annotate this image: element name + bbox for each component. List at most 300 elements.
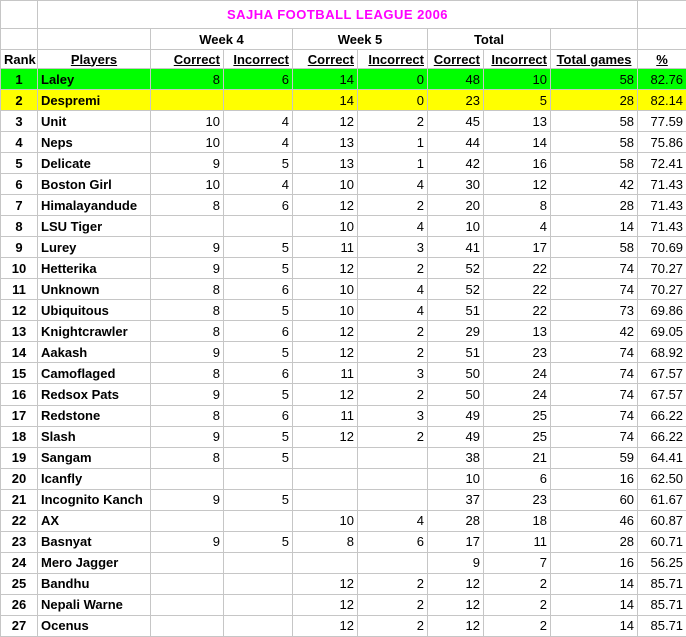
cell-total-incorrect: 22: [484, 300, 551, 321]
cell-total-incorrect: 22: [484, 258, 551, 279]
cell-week5-incorrect: 4: [358, 279, 428, 300]
group-header-week4: Week 4: [151, 29, 293, 50]
cell-percent: 60.71: [638, 531, 686, 552]
table-row: [1, 615, 686, 636]
cell-week4-correct: 9: [151, 237, 224, 258]
table-row: [1, 279, 686, 300]
page-title: SAJHA FOOTBALL LEAGUE 2006: [38, 1, 638, 29]
cell-total-incorrect: 18: [484, 510, 551, 531]
cell-week4-incorrect: 6: [224, 279, 293, 300]
table-row: [1, 258, 686, 279]
cell-total-correct: 23: [428, 90, 484, 111]
cell-total-incorrect: 24: [484, 363, 551, 384]
cell-week4-correct: 10: [151, 174, 224, 195]
table-row: [1, 195, 686, 216]
cell-percent: 85.71: [638, 615, 686, 636]
table-row: [1, 531, 686, 552]
cell-week4-incorrect: [224, 615, 293, 636]
cell-percent: 60.87: [638, 510, 686, 531]
column-header-players: Players: [38, 50, 151, 69]
cell-week5-incorrect: 6: [358, 531, 428, 552]
cell-week5-incorrect: 0: [358, 69, 428, 90]
cell-total-correct: 28: [428, 510, 484, 531]
cell-week5-correct: 10: [293, 510, 358, 531]
cell-percent: 70.69: [638, 237, 686, 258]
cell-week5-correct: 11: [293, 237, 358, 258]
cell-week5-incorrect: 3: [358, 405, 428, 426]
cell-player-name: AX: [38, 510, 151, 531]
cell-week4-incorrect: 5: [224, 300, 293, 321]
cell-week5-incorrect: 3: [358, 237, 428, 258]
cell-player-name: Ocenus: [38, 615, 151, 636]
cell-rank: 20: [1, 468, 38, 489]
cell-week5-correct: [293, 447, 358, 468]
table-row: [1, 426, 686, 447]
cell-percent: 56.25: [638, 552, 686, 573]
cell-total-incorrect: 6: [484, 468, 551, 489]
cell-player-name: Neps: [38, 132, 151, 153]
cell-week5-correct: 12: [293, 384, 358, 405]
cell-total-games: 28: [551, 531, 638, 552]
cell-rank: 18: [1, 426, 38, 447]
cell-percent: 85.71: [638, 594, 686, 615]
cell-player-name: Nepali Warne: [38, 594, 151, 615]
cell-week4-incorrect: [224, 468, 293, 489]
cell-week4-correct: [151, 615, 224, 636]
cell-rank: 22: [1, 510, 38, 531]
cell-rank: 14: [1, 342, 38, 363]
cell-week5-incorrect: 4: [358, 510, 428, 531]
cell-rank: 19: [1, 447, 38, 468]
table-row: [1, 174, 686, 195]
cell-player-name: LSU Tiger: [38, 216, 151, 237]
cell-week5-incorrect: 2: [358, 111, 428, 132]
cell-rank: 21: [1, 489, 38, 510]
cell-week5-incorrect: 3: [358, 363, 428, 384]
cell-week5-correct: 13: [293, 153, 358, 174]
cell-rank: 3: [1, 111, 38, 132]
column-header-percent: %: [638, 50, 686, 69]
cell-percent: 71.43: [638, 174, 686, 195]
empty-corner-cell: [1, 1, 38, 29]
cell-total-incorrect: 10: [484, 69, 551, 90]
cell-week5-incorrect: 2: [358, 195, 428, 216]
cell-total-games: 74: [551, 279, 638, 300]
cell-percent: 75.86: [638, 132, 686, 153]
cell-total-correct: 37: [428, 489, 484, 510]
cell-percent: 66.22: [638, 426, 686, 447]
cell-week5-correct: 10: [293, 300, 358, 321]
column-header-week4-correct: Correct: [151, 50, 224, 69]
cell-week4-correct: 9: [151, 426, 224, 447]
table-row: [1, 69, 686, 90]
cell-total-games: 74: [551, 258, 638, 279]
cell-week5-correct: 12: [293, 615, 358, 636]
cell-player-name: Redsox Pats: [38, 384, 151, 405]
table-row: [1, 153, 686, 174]
cell-week5-correct: 12: [293, 342, 358, 363]
cell-total-correct: 50: [428, 384, 484, 405]
empty-cell: [551, 29, 638, 50]
cell-total-games: 73: [551, 300, 638, 321]
table-row: [1, 573, 686, 594]
cell-week5-correct: 11: [293, 405, 358, 426]
cell-week5-correct: 12: [293, 573, 358, 594]
cell-week5-incorrect: 2: [358, 573, 428, 594]
cell-week5-correct: 12: [293, 426, 358, 447]
cell-week5-incorrect: 2: [358, 321, 428, 342]
cell-percent: 85.71: [638, 573, 686, 594]
cell-total-games: 58: [551, 237, 638, 258]
cell-week4-incorrect: 5: [224, 426, 293, 447]
cell-week5-correct: 12: [293, 195, 358, 216]
cell-total-games: 14: [551, 594, 638, 615]
cell-rank: 1: [1, 69, 38, 90]
table-row: [1, 363, 686, 384]
cell-week5-correct: 12: [293, 594, 358, 615]
cell-total-incorrect: 25: [484, 426, 551, 447]
cell-total-incorrect: 11: [484, 531, 551, 552]
table-row: [1, 510, 686, 531]
cell-week4-correct: 8: [151, 279, 224, 300]
cell-percent: 82.14: [638, 90, 686, 111]
cell-total-games: 14: [551, 216, 638, 237]
cell-week4-correct: [151, 552, 224, 573]
group-header-row: [1, 29, 686, 50]
cell-total-correct: 42: [428, 153, 484, 174]
cell-player-name: Icanfly: [38, 468, 151, 489]
cell-week5-correct: 12: [293, 258, 358, 279]
cell-rank: 2: [1, 90, 38, 111]
column-header-row: [1, 50, 686, 69]
title-row: [1, 1, 686, 29]
cell-percent: 69.86: [638, 300, 686, 321]
table-row: [1, 594, 686, 615]
cell-percent: 68.92: [638, 342, 686, 363]
cell-week5-incorrect: 2: [358, 258, 428, 279]
cell-week4-incorrect: 6: [224, 405, 293, 426]
cell-week5-incorrect: [358, 552, 428, 573]
cell-total-correct: 12: [428, 615, 484, 636]
table-row: [1, 552, 686, 573]
cell-week4-correct: 8: [151, 195, 224, 216]
cell-week5-correct: 11: [293, 363, 358, 384]
cell-week5-incorrect: [358, 447, 428, 468]
cell-player-name: Boston Girl: [38, 174, 151, 195]
cell-percent: 67.57: [638, 384, 686, 405]
cell-week4-correct: 10: [151, 111, 224, 132]
cell-week4-incorrect: 4: [224, 111, 293, 132]
cell-total-correct: 41: [428, 237, 484, 258]
cell-total-incorrect: 5: [484, 90, 551, 111]
table-body: [1, 69, 686, 637]
group-header-week5: Week 5: [293, 29, 428, 50]
cell-week5-correct: 10: [293, 279, 358, 300]
cell-week5-incorrect: 4: [358, 174, 428, 195]
cell-total-incorrect: 17: [484, 237, 551, 258]
cell-total-games: 60: [551, 489, 638, 510]
cell-week4-correct: 8: [151, 300, 224, 321]
cell-rank: 6: [1, 174, 38, 195]
table-row: [1, 132, 686, 153]
cell-player-name: Laley: [38, 69, 151, 90]
cell-player-name: Redstone: [38, 405, 151, 426]
cell-percent: 62.50: [638, 468, 686, 489]
cell-total-games: 28: [551, 195, 638, 216]
cell-week4-incorrect: 5: [224, 237, 293, 258]
cell-player-name: Camoflaged: [38, 363, 151, 384]
cell-week4-incorrect: 6: [224, 69, 293, 90]
cell-player-name: Sangam: [38, 447, 151, 468]
cell-percent: 70.27: [638, 258, 686, 279]
column-header-week5-incorrect: Incorrect: [358, 50, 428, 69]
cell-player-name: Slash: [38, 426, 151, 447]
cell-week4-correct: [151, 468, 224, 489]
cell-week4-incorrect: [224, 594, 293, 615]
cell-rank: 25: [1, 573, 38, 594]
cell-total-games: 58: [551, 153, 638, 174]
cell-week4-correct: 9: [151, 531, 224, 552]
cell-week5-incorrect: [358, 489, 428, 510]
cell-week4-incorrect: 5: [224, 531, 293, 552]
cell-week4-incorrect: 5: [224, 153, 293, 174]
cell-percent: 70.27: [638, 279, 686, 300]
cell-rank: 11: [1, 279, 38, 300]
cell-total-incorrect: 2: [484, 594, 551, 615]
cell-player-name: Incognito Kanch: [38, 489, 151, 510]
cell-rank: 12: [1, 300, 38, 321]
cell-total-correct: 10: [428, 216, 484, 237]
cell-week5-incorrect: [358, 468, 428, 489]
cell-total-incorrect: 25: [484, 405, 551, 426]
cell-total-incorrect: 7: [484, 552, 551, 573]
table-row: [1, 300, 686, 321]
cell-week4-correct: [151, 510, 224, 531]
empty-cell: [38, 29, 151, 50]
cell-week5-correct: 10: [293, 216, 358, 237]
cell-player-name: Hetterika: [38, 258, 151, 279]
column-header-total-games: Total games: [551, 50, 638, 69]
cell-rank: 4: [1, 132, 38, 153]
cell-player-name: Knightcrawler: [38, 321, 151, 342]
cell-total-incorrect: 8: [484, 195, 551, 216]
cell-week4-correct: 9: [151, 384, 224, 405]
cell-total-incorrect: 13: [484, 111, 551, 132]
cell-percent: 82.76: [638, 69, 686, 90]
cell-week4-correct: 9: [151, 489, 224, 510]
cell-week4-incorrect: 5: [224, 447, 293, 468]
cell-week5-incorrect: 1: [358, 132, 428, 153]
cell-total-correct: 52: [428, 258, 484, 279]
cell-total-incorrect: 2: [484, 615, 551, 636]
cell-week5-incorrect: 2: [358, 426, 428, 447]
cell-week5-correct: 13: [293, 132, 358, 153]
cell-rank: 23: [1, 531, 38, 552]
cell-week4-incorrect: [224, 573, 293, 594]
cell-week4-correct: [151, 573, 224, 594]
cell-total-correct: 51: [428, 342, 484, 363]
column-header-rank: Rank: [1, 50, 38, 69]
cell-total-correct: 30: [428, 174, 484, 195]
cell-total-incorrect: 23: [484, 342, 551, 363]
cell-week5-incorrect: 4: [358, 300, 428, 321]
cell-total-incorrect: 4: [484, 216, 551, 237]
cell-total-games: 28: [551, 90, 638, 111]
cell-player-name: Mero Jagger: [38, 552, 151, 573]
cell-week5-incorrect: 2: [358, 594, 428, 615]
table-row: [1, 489, 686, 510]
cell-week4-incorrect: 6: [224, 195, 293, 216]
cell-week4-incorrect: [224, 552, 293, 573]
cell-week4-correct: 8: [151, 321, 224, 342]
cell-player-name: Aakash: [38, 342, 151, 363]
cell-percent: 69.05: [638, 321, 686, 342]
cell-total-games: 42: [551, 174, 638, 195]
cell-total-games: 74: [551, 384, 638, 405]
table-row: [1, 468, 686, 489]
cell-week5-correct: [293, 468, 358, 489]
cell-week4-incorrect: [224, 90, 293, 111]
cell-total-games: 16: [551, 552, 638, 573]
cell-week5-incorrect: 2: [358, 384, 428, 405]
cell-total-games: 74: [551, 342, 638, 363]
cell-rank: 15: [1, 363, 38, 384]
table-row: [1, 216, 686, 237]
cell-percent: 64.41: [638, 447, 686, 468]
cell-week4-correct: 10: [151, 132, 224, 153]
cell-total-incorrect: 21: [484, 447, 551, 468]
table-row: [1, 111, 686, 132]
cell-total-correct: 48: [428, 69, 484, 90]
cell-total-correct: 44: [428, 132, 484, 153]
cell-total-games: 74: [551, 426, 638, 447]
cell-week4-correct: [151, 90, 224, 111]
cell-week5-incorrect: 1: [358, 153, 428, 174]
cell-week4-incorrect: 4: [224, 132, 293, 153]
cell-percent: 72.41: [638, 153, 686, 174]
cell-week5-incorrect: 4: [358, 216, 428, 237]
column-header-total-correct: Correct: [428, 50, 484, 69]
cell-total-incorrect: 24: [484, 384, 551, 405]
cell-percent: 66.22: [638, 405, 686, 426]
cell-total-correct: 10: [428, 468, 484, 489]
empty-cell: [638, 1, 686, 29]
cell-rank: 9: [1, 237, 38, 258]
column-header-week5-correct: Correct: [293, 50, 358, 69]
cell-week4-correct: 9: [151, 153, 224, 174]
cell-week4-incorrect: [224, 216, 293, 237]
cell-total-correct: 12: [428, 573, 484, 594]
cell-week4-incorrect: 5: [224, 342, 293, 363]
cell-total-correct: 17: [428, 531, 484, 552]
cell-rank: 5: [1, 153, 38, 174]
cell-total-correct: 9: [428, 552, 484, 573]
empty-cell: [638, 29, 686, 50]
cell-week5-incorrect: 2: [358, 342, 428, 363]
cell-week5-correct: 8: [293, 531, 358, 552]
cell-total-correct: 49: [428, 426, 484, 447]
table-row: [1, 342, 686, 363]
cell-rank: 8: [1, 216, 38, 237]
cell-week5-correct: 12: [293, 111, 358, 132]
cell-player-name: Unit: [38, 111, 151, 132]
cell-total-incorrect: 2: [484, 573, 551, 594]
cell-total-incorrect: 22: [484, 279, 551, 300]
cell-rank: 7: [1, 195, 38, 216]
column-header-total-incorrect: Incorrect: [484, 50, 551, 69]
table-row: [1, 384, 686, 405]
table-row: [1, 90, 686, 111]
cell-rank: 17: [1, 405, 38, 426]
cell-total-correct: 50: [428, 363, 484, 384]
cell-week5-correct: 12: [293, 321, 358, 342]
cell-total-incorrect: 13: [484, 321, 551, 342]
cell-percent: 71.43: [638, 195, 686, 216]
cell-week4-incorrect: 5: [224, 258, 293, 279]
cell-rank: 27: [1, 615, 38, 636]
cell-rank: 26: [1, 594, 38, 615]
cell-percent: 71.43: [638, 216, 686, 237]
cell-total-correct: 20: [428, 195, 484, 216]
cell-player-name: Despremi: [38, 90, 151, 111]
cell-week4-incorrect: 4: [224, 174, 293, 195]
table-row: [1, 321, 686, 342]
cell-total-games: 74: [551, 363, 638, 384]
cell-total-incorrect: 14: [484, 132, 551, 153]
cell-week5-incorrect: 2: [358, 615, 428, 636]
cell-percent: 61.67: [638, 489, 686, 510]
cell-total-games: 46: [551, 510, 638, 531]
table-row: [1, 447, 686, 468]
cell-total-correct: 49: [428, 405, 484, 426]
cell-total-games: 42: [551, 321, 638, 342]
cell-week4-incorrect: 6: [224, 363, 293, 384]
cell-week5-correct: [293, 489, 358, 510]
cell-week4-incorrect: [224, 510, 293, 531]
cell-rank: 16: [1, 384, 38, 405]
cell-week4-incorrect: 5: [224, 489, 293, 510]
cell-player-name: Himalayandude: [38, 195, 151, 216]
cell-rank: 13: [1, 321, 38, 342]
cell-total-correct: 29: [428, 321, 484, 342]
cell-percent: 77.59: [638, 111, 686, 132]
cell-total-games: 14: [551, 615, 638, 636]
cell-player-name: Lurey: [38, 237, 151, 258]
cell-total-correct: 12: [428, 594, 484, 615]
cell-total-correct: 38: [428, 447, 484, 468]
cell-week4-correct: 8: [151, 363, 224, 384]
cell-week4-incorrect: 6: [224, 321, 293, 342]
cell-week4-correct: [151, 216, 224, 237]
cell-week4-correct: 8: [151, 69, 224, 90]
cell-week5-correct: [293, 552, 358, 573]
cell-rank: 24: [1, 552, 38, 573]
cell-total-incorrect: 16: [484, 153, 551, 174]
cell-week4-correct: 8: [151, 405, 224, 426]
cell-total-games: 74: [551, 405, 638, 426]
cell-total-games: 58: [551, 132, 638, 153]
cell-total-incorrect: 23: [484, 489, 551, 510]
empty-cell: [1, 29, 38, 50]
cell-player-name: Basnyat: [38, 531, 151, 552]
cell-rank: 10: [1, 258, 38, 279]
group-header-total: Total: [428, 29, 551, 50]
cell-week5-incorrect: 0: [358, 90, 428, 111]
cell-week4-correct: 9: [151, 342, 224, 363]
cell-total-correct: 51: [428, 300, 484, 321]
cell-player-name: Unknown: [38, 279, 151, 300]
cell-week4-incorrect: 5: [224, 384, 293, 405]
